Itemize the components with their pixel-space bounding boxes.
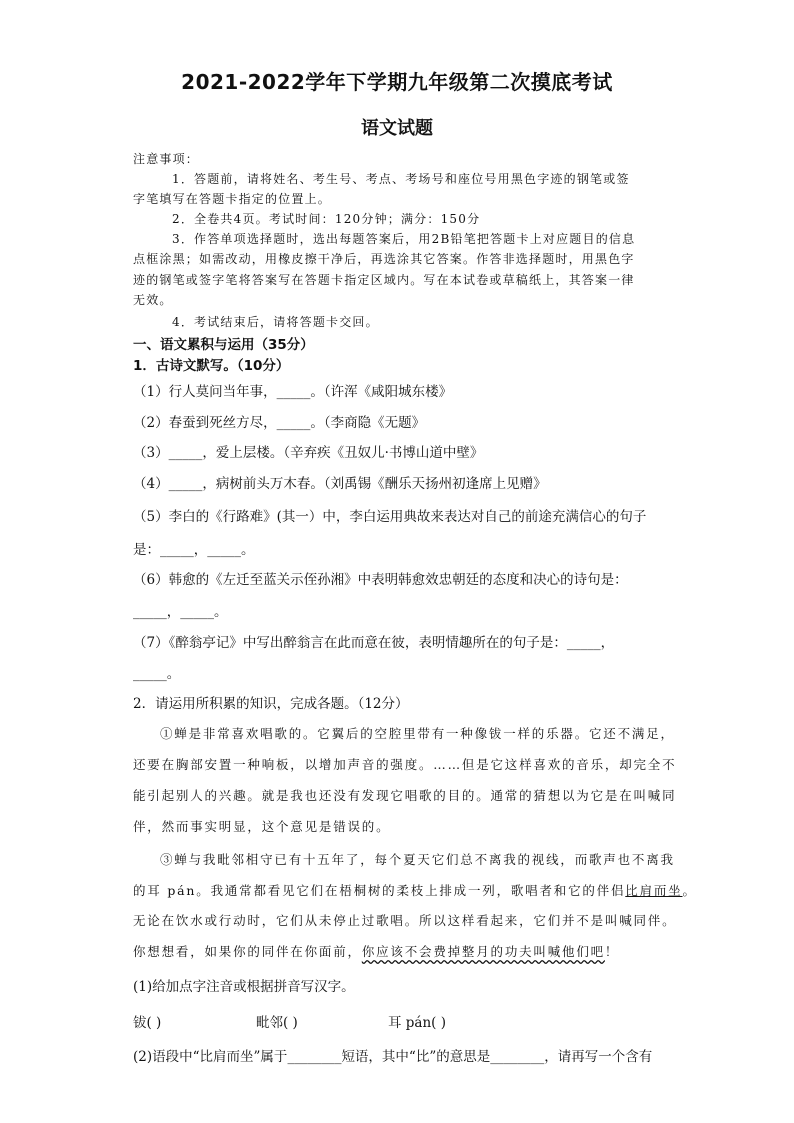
sub-question-text: (2)语段中“比肩而坐”属于 — [133, 1049, 288, 1065]
note-line: 点框涂黑；如需改动，用橡皮擦干净后，再选涂其它答案。作答非选择题时，用黑色字 — [133, 252, 635, 266]
blank-item: 毗邻( ) — [256, 1015, 298, 1031]
answer-blank: ________ — [490, 1049, 545, 1065]
passage-line: 还要在胸部安置一种响板，以增加声音的强度。……但是它这样喜欢的音乐，却完全不 — [133, 757, 677, 772]
blank-item: 耳 pán( ) — [388, 1015, 447, 1031]
passage-text: 的耳 pán。我通常都看见它们在梧桐树的柔枝上排成一列，歌唱者和它的伴侣 — [133, 883, 626, 898]
passage-line: 伴，然而事实明显，这个意见是错误的。 — [133, 819, 391, 834]
question-2-title: 2．请运用所积累的知识，完成各题。（12分） — [133, 696, 409, 712]
answer-blank: ________ — [287, 1049, 342, 1065]
sub-question-1: (1)给加点字注音或根据拼音写汉字。 — [133, 979, 355, 995]
underlined-phrase: 比肩而坐 — [625, 883, 683, 898]
q1-item: 是：_____，_____。 — [133, 542, 255, 558]
q1-item: （3）_____，爱上层楼。（辛弃疾《丑奴儿·书博山道中壁》 — [133, 445, 484, 461]
question-1-title: 1．古诗文默写。（10分） — [133, 358, 290, 374]
passage-text: 你想想看，如果你的同伴在你面前， — [133, 944, 362, 959]
note-line: 4．考试结束后，请将答题卡交回。 — [172, 315, 379, 329]
q1-item: （7）《醉翁亭记》中写出醉翁言在此而意在彼，表明情趣所在的句子是：_____， — [133, 635, 615, 651]
note-line: 无效。 — [133, 293, 173, 307]
q1-item: （5）李白的《行路难》(其一）中，李白运用典故来表达对自己的前途充满信心的句子 — [133, 509, 647, 525]
notes-heading: 注意事项： — [133, 152, 200, 166]
note-line: 迹的钢笔或签字笔将答案写在答题卡指定区域内。写在本试卷或草稿纸上，其答案一律 — [133, 273, 635, 287]
q1-item: _____，_____。 — [133, 604, 228, 620]
q1-item: _____。 — [133, 666, 181, 682]
note-line: 3．作答单项选择题时，选出每题答案后，用2B铅笔把答题卡上对应题目的信息 — [172, 232, 636, 246]
q1-item: （2）春蚕到死丝方尽，_____。（李商隐《无题》 — [133, 415, 426, 431]
passage-line: ③蝉与我毗邻相守已有十五年了，每个夏天它们总不离我的视线，而歌声也不离我 — [160, 852, 675, 867]
passage-line: 无论在饮水或行动时，它们从未停止过歌唱。所以这样看起来，它们并不是叫喊同伴。 — [133, 913, 677, 928]
sub-question-2 — [133, 1045, 652, 1065]
blank-item: 钹( ) — [133, 1015, 162, 1031]
wavy-underlined-sentence: 你应该不会费掉整月的功夫叫喊他们吧 — [361, 944, 605, 959]
sub-question-text: ，请再写一个含有 — [544, 1049, 653, 1065]
exam-subtitle: 语文试题 — [361, 118, 433, 139]
passage-line: ①蝉是非常喜欢唱歌的。它翼后的空腔里带有一种像钹一样的乐器。它还不满足， — [160, 726, 675, 741]
section-heading: 一、语文累积与运用（35分） — [133, 337, 314, 353]
passage-text: 。 — [682, 883, 697, 898]
note-line: 字笔填写在答题卡指定的位置上。 — [133, 192, 332, 206]
note-line: 2．全卷共4页。考试时间：120分钟；满分：150分 — [172, 212, 481, 226]
q1-item: （6）韩愈的《左迁至蓝关示侄孙湘》中表明韩愈效忠朝廷的态度和决心的诗句是： — [133, 572, 628, 588]
exam-title: 2021-2022学年下学期九年级第二次摸底考试 — [181, 70, 613, 94]
passage-text: ！ — [604, 944, 620, 959]
note-line: 1．答题前，请将姓名、考生号、考点、考场号和座位号用黑色字迹的钢笔或签 — [172, 172, 630, 186]
passage-line — [133, 942, 619, 960]
passage-line: 能引起别人的兴趣。就是我也还没有发现它唱歌的目的。通常的猜想以为它是在叫喊同 — [133, 788, 677, 803]
sub-question-text: 短语，其中“比”的意思是 — [341, 1049, 491, 1065]
q1-item: （1）行人莫问当年事，_____。（许浑《咸阳城东楼》 — [133, 384, 453, 400]
q1-item: （4）_____，病树前头万木春。（刘禹锡《酬乐天扬州初逢席上见赠》 — [133, 476, 547, 492]
passage-line — [133, 881, 697, 899]
